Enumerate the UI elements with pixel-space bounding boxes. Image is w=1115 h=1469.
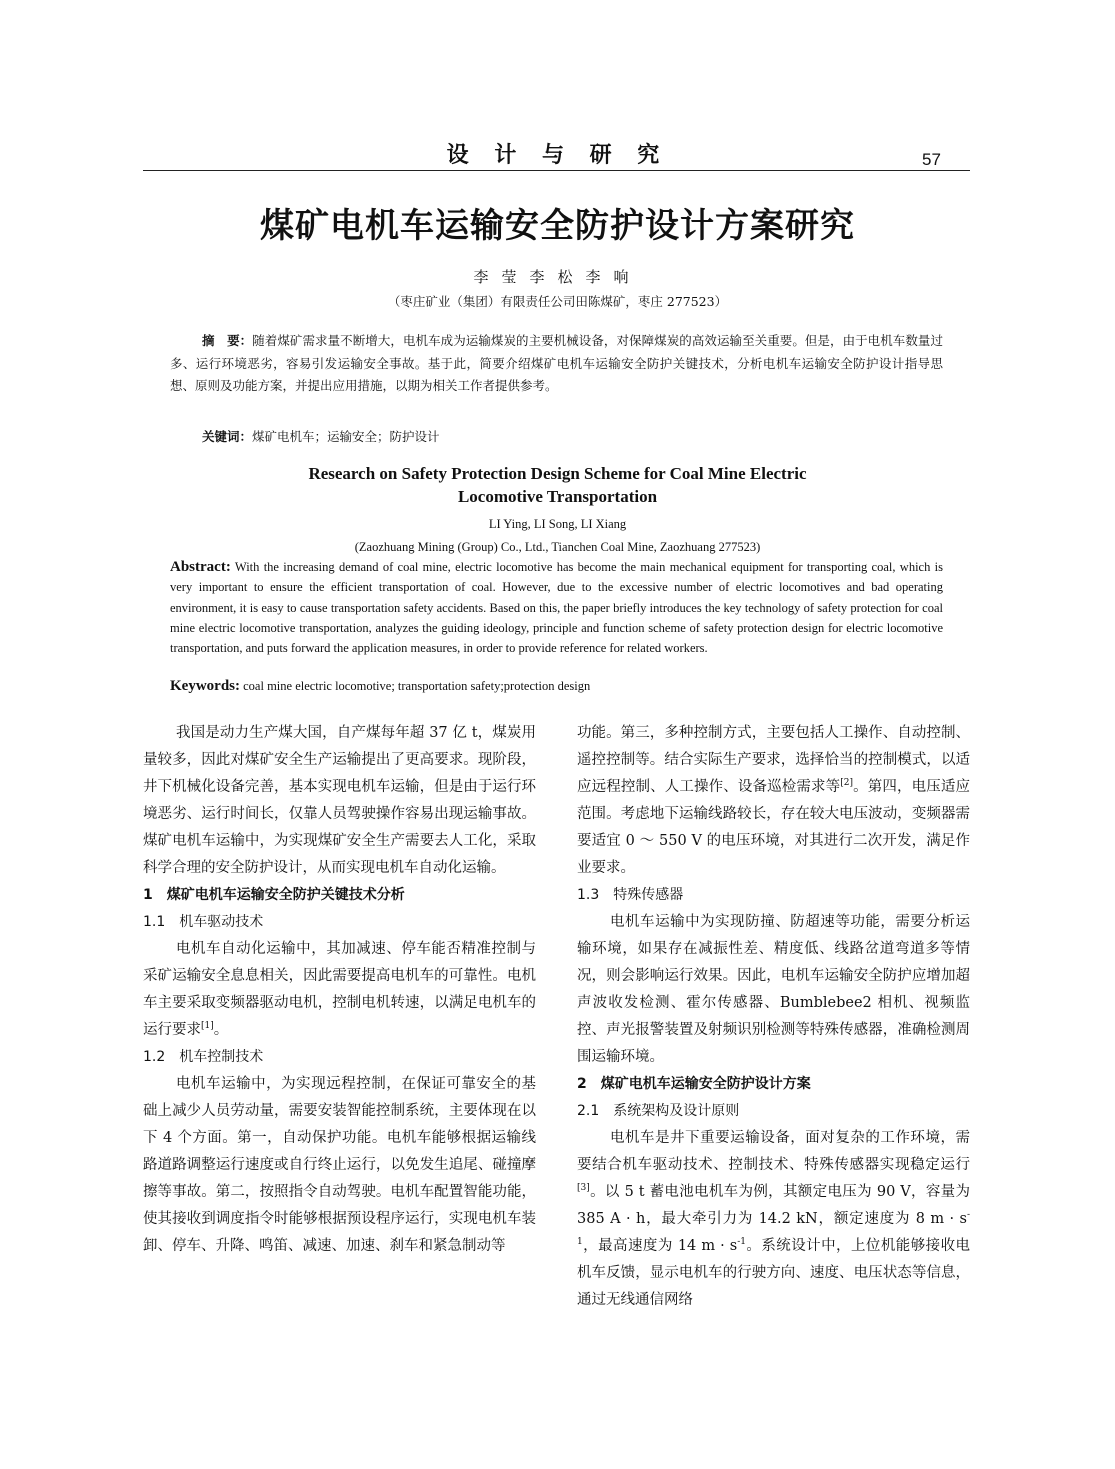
paragraph-1-1-end: 。 (213, 1022, 229, 1038)
paper-title-cn: 煤矿电机车运输安全防护设计方案研究 (260, 206, 855, 246)
header-rule (143, 170, 970, 171)
paper-title-en-line1: Research on Safety Protection Design Scheme for Coal Mine Electric (308, 464, 807, 483)
unit-exponent-a: -1 (577, 1210, 970, 1248)
section-heading-2: 2 煤矿电机车运输安全防护设计方案 (577, 1076, 811, 1092)
abstract-en-text: With the increasing demand of coal mine, electric locomotive has become the main mechanical equipment for transporting coal, which is very important to ensure the efficient transportation of coal. However, due to the excessive number of electric locomotives and bad operating environment, it is easy to cause transportation safety accidents. Based on this, the paper briefly introduces the key technology of safety protection for coal mine electric locomotive transportation, analyzes the guiding ideology, principle and function scheme of safety protection design for electric locomotive transportation, and puts forward the application measures, in order to provide reference for related workers. (170, 560, 943, 656)
keywords-en-label: Keywords: (170, 678, 240, 694)
abstract-en-label: Abstract: (170, 559, 231, 575)
abstract-cn (170, 330, 943, 398)
paragraph-1-2-cont-end: 。第四，电压适应范围。考虑地下运输线路较长，存在较大电压波动，变频器需要适宜 0 ～ 550 V 的电压环境，对其进行二次开发，满足作业要求。 (577, 779, 970, 876)
subsection-heading-1-3: 1.3 特殊传感器 (577, 887, 684, 903)
subsection-heading-2-1: 2.1 系统架构及设计原则 (577, 1103, 740, 1119)
paragraph-1-2-cont-text: 功能。第三，多种控制方式，主要包括人工操作、自动控制、遥控控制等。结合实际生产要求，选择恰当的控制模式，以适应远程控制、人工操作、设备巡检需求等 (577, 725, 970, 795)
paragraph-2-1-text-a: 电机车是井下重要运输设备，面对复杂的工作环境，需要结合机车驱动技术、控制技术、特殊传感器实现稳定运行 (577, 1130, 970, 1173)
journal-section-title: 设 计 与 研 究 (446, 143, 669, 168)
abstract-cn-text: 随着煤矿需求量不断增大，电机车成为运输煤炭的主要机械设备，对保障煤炭的高效运输至关重要。但是，由于电机车数量过多、运行环境恶劣，容易引发运输安全事故。基于此，简要介绍煤矿电机车运输安全防护关键技术，分析电机车运输安全防护设计指导思想、原则及功能方案，并提出应用措施，以期为相关工作者提供参考。 (170, 333, 943, 393)
affiliation-en: (Zaozhuang Mining (Group) Co., Ltd., Tianchen Coal Mine, Zaozhuang 277523) (354, 540, 761, 554)
citation-1: [1] (201, 1021, 214, 1032)
subsection-heading-1-1: 1.1 机车驱动技术 (143, 914, 264, 930)
paper-title-en (0, 462, 1115, 508)
body-column-left (143, 720, 536, 1260)
keywords-cn-label: 关键词： (202, 429, 253, 444)
unit-exponent-b: -1 (737, 1237, 746, 1248)
citation-2: [2] (840, 778, 853, 789)
keywords-en (170, 678, 590, 695)
subsection-heading-1-2: 1.2 机车控制技术 (143, 1049, 264, 1065)
keywords-cn-text: 煤矿电机车；运输安全；防护设计 (252, 429, 440, 444)
citation-3: [3] (577, 1183, 590, 1194)
abstract-cn-label: 摘 要： (202, 333, 253, 348)
paragraph-1-1 (143, 936, 536, 1044)
paragraph-2-1-text-d: 。系统设计中，上位机能够接收电机车反馈，显示电机车的行驶方向、速度、电压状态等信息，通过无线通信网络 (577, 1238, 971, 1308)
paragraph-2-1-text-b: 。以 5 t 蓄电池电机车为例，其额定电压为 90 V，容量为 385 A · h，最大牵引力为 14.2 kN，额定速度为 8 m · s (577, 1184, 970, 1227)
authors-cn: 李莹李松李响 (473, 268, 642, 286)
paragraph-1-2-continued (577, 720, 970, 882)
paragraph-2-1-text-c: ，最高速度为 14 m · s (582, 1238, 738, 1254)
intro-paragraph: 我国是动力生产煤大国，自产煤每年超 37 亿 t，煤炭用量较多，因此对煤矿安全生产运输提出了更高要求。现阶段，井下机械化设备完善，基本实现电机车运输，但是由于运行环境恶劣、运行时间长，仅靠人员驾驶操作容易出现运输事故。煤矿电机车运输中，为实现煤矿安全生产需要去人工化，采取科学合理的安全防护设计，从而实现电机车自动化运输。 (143, 725, 536, 876)
paper-title-en-line2: Locomotive Transportation (457, 487, 658, 506)
section-heading-1: 1 煤矿电机车运输安全防护关键技术分析 (143, 887, 405, 903)
paragraph-1-3: 电机车运输中为实现防撞、防超速等功能，需要分析运输环境，如果存在减振性差、精度低、线路岔道弯道多等情况，则会影响运行效果。因此，电机车运输安全防护应增加超声波收发检测、霍尔传感器、Bumblebee2 相机、视频监控、声光报警装置及射频识别检测等特殊传感器，准确检测周围运输环境。 (577, 914, 970, 1065)
authors-en: LI Ying, LI Song, LI Xiang (488, 517, 627, 531)
paragraph-2-1 (577, 1125, 970, 1314)
page-number: 57 (922, 150, 941, 169)
keywords-cn (202, 427, 440, 445)
abstract-en (170, 557, 943, 658)
paragraph-1-1-text: 电机车自动化运输中，其加减速、停车能否精准控制与采矿运输安全息息相关，因此需要提高电机车的可靠性。电机车主要采取变频器驱动电机，控制电机转速，以满足电机车的运行要求 (143, 941, 536, 1038)
keywords-en-text: coal mine electric locomotive; transportation safety;protection design (243, 679, 591, 693)
body-column-right (577, 720, 970, 1314)
affiliation-cn: （枣庄矿业（集团）有限责任公司田陈煤矿，枣庄 277523） (387, 294, 728, 309)
paragraph-1-2: 电机车运输中，为实现远程控制，在保证可靠安全的基础上减少人员劳动量，需要安装智能控制系统，主要体现在以下 4 个方面。第一，自动保护功能。电机车能够根据运输线路道路调整运行速度或自行终止运行，以免发生追尾、碰撞摩擦等事故。第二，按照指令自动驾驶。电机车配置智能功能，使其接收到调度指令时能够根据预设程序运行，实现电机车装卸、停车、升降、鸣笛、减速、加速、刹车和紧急制动等 (143, 1076, 536, 1254)
